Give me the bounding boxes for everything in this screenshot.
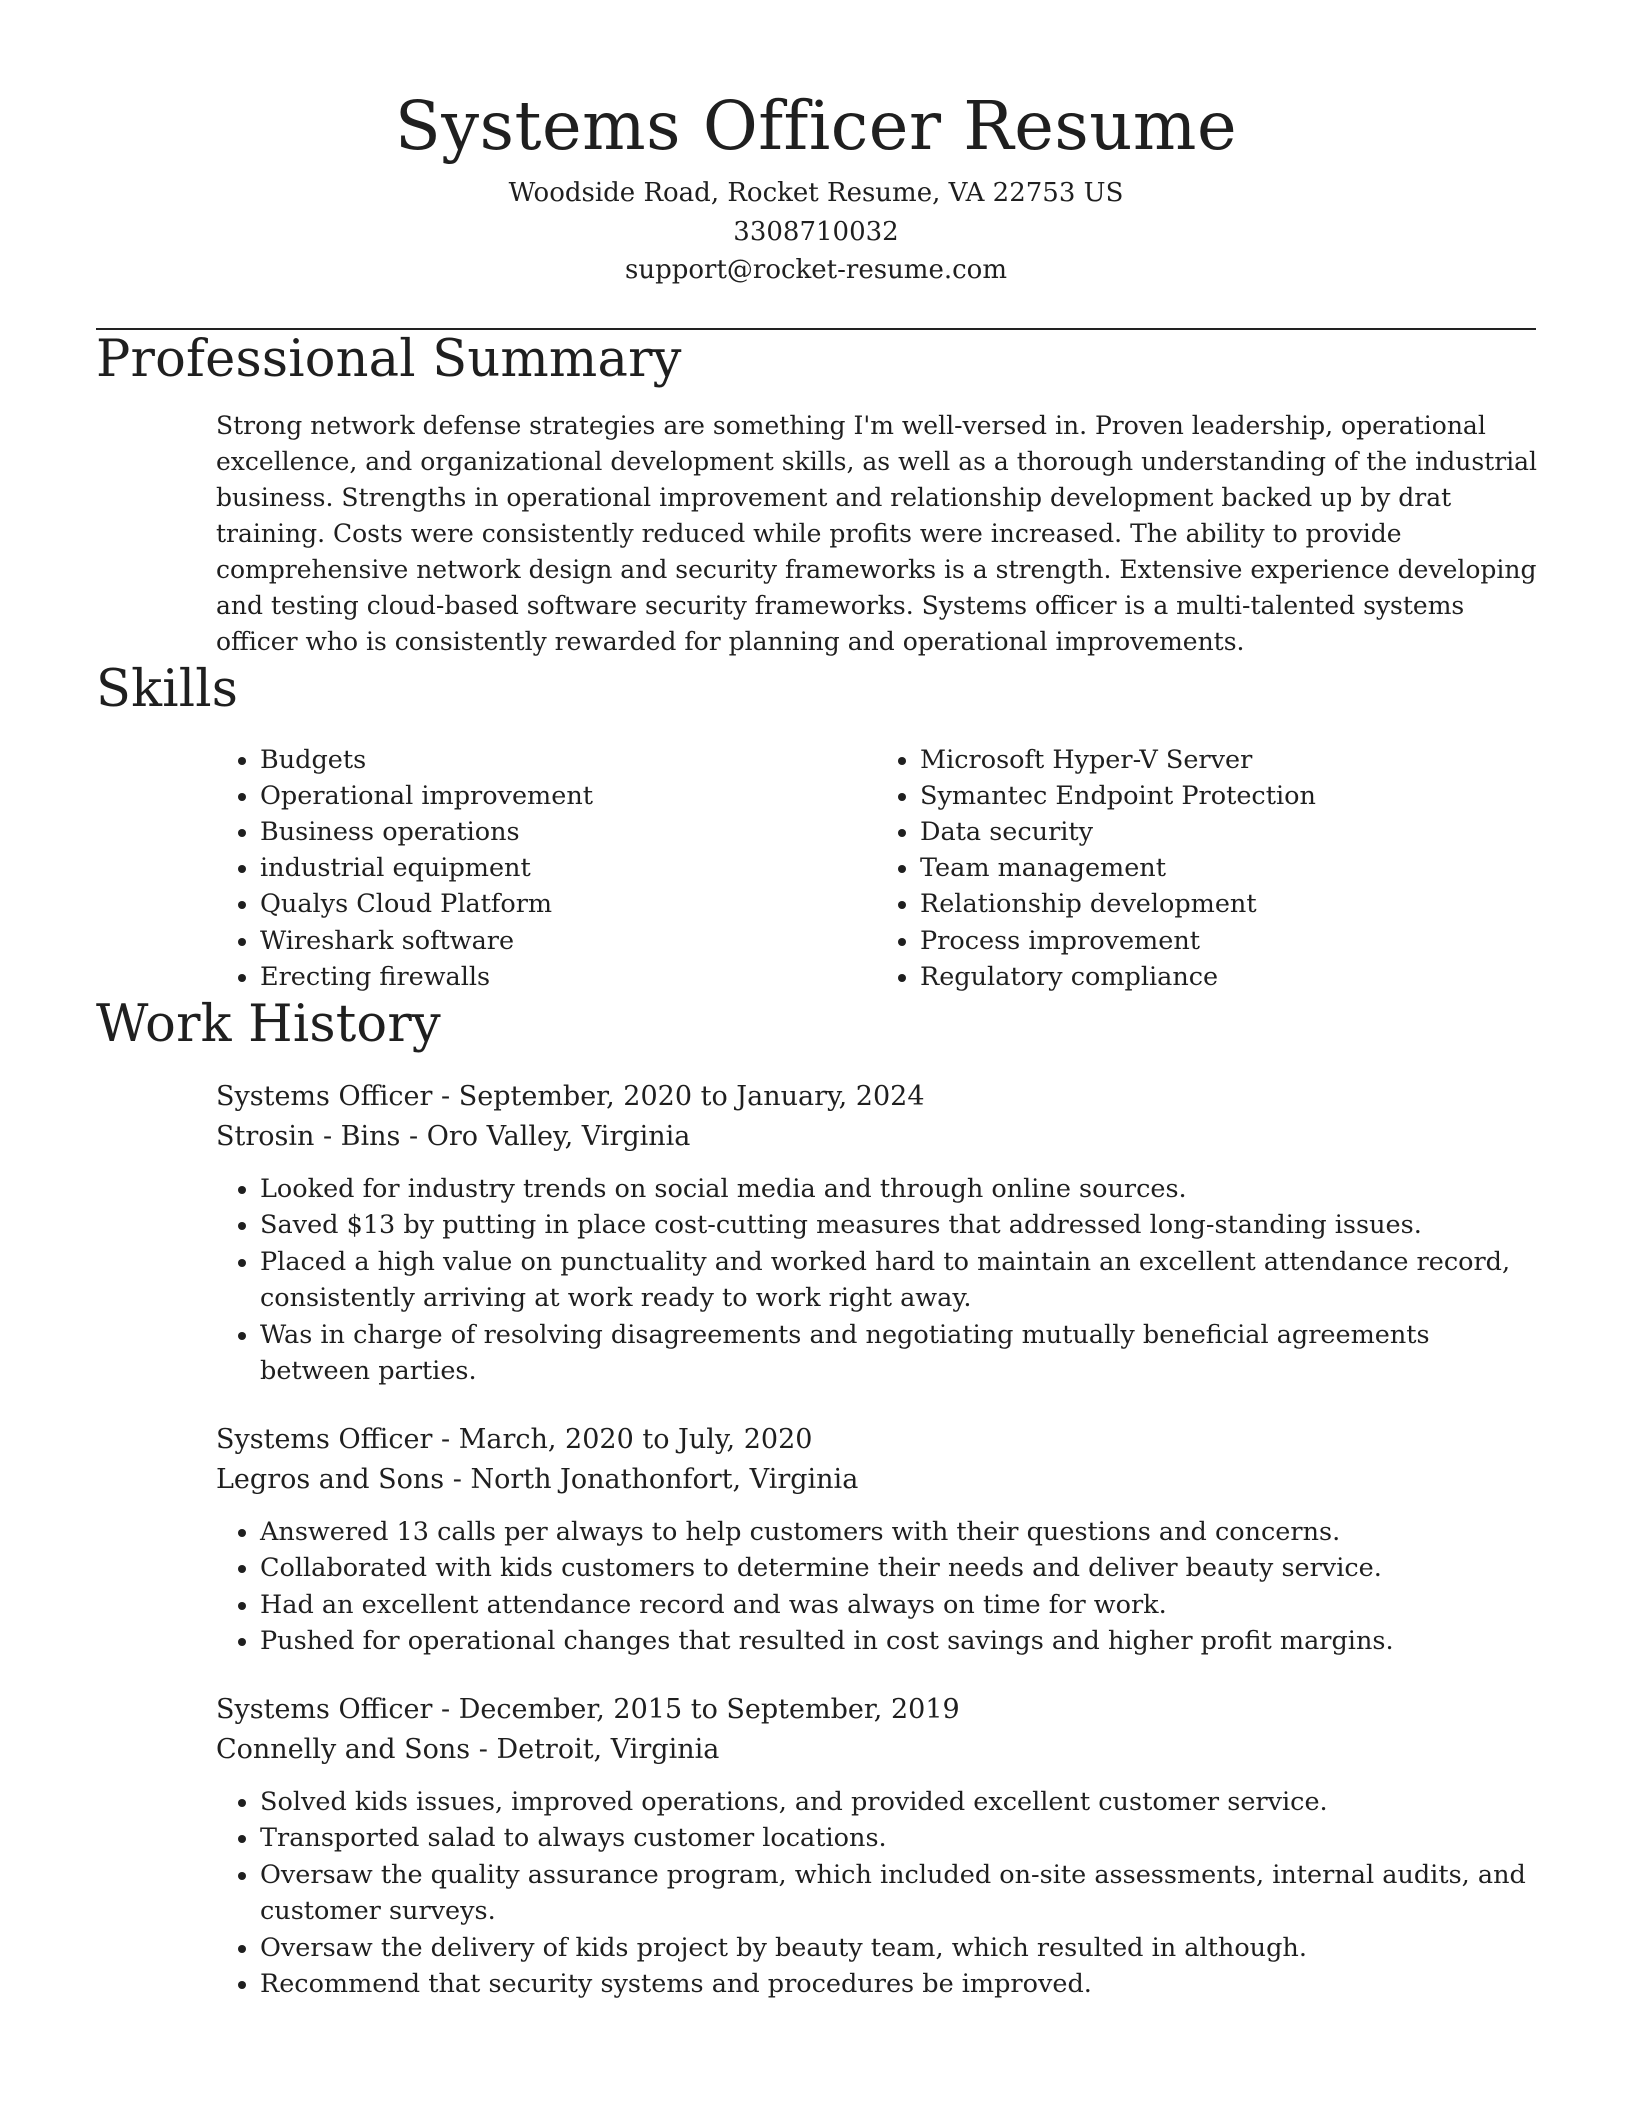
job-company: Legros and Sons [216,1463,445,1495]
summary-heading: Professional Summary [96,329,682,389]
job-bullets [216,1514,1545,1660]
skills-column-left [216,742,876,995]
skills-heading: Skills [96,659,239,719]
job-bullet: • Was in charge of resolving disagreements and negotiating mutually beneficial agreements between parties. [260,1317,1545,1390]
job-dates: September, 2020 to January, 2024 [458,1080,925,1112]
skill-item: • Regulatory compliance [920,959,1536,995]
resume-header [96,0,1536,290]
job-bullet: • Pushed for operational changes that resulted in cost savings and higher profit margins. [260,1623,1545,1660]
skill-item: • Wireshark software [260,923,876,959]
job-bullet: • Oversaw the quality assurance program, which included on-site assessments, internal audits, and customer surveys. [260,1857,1545,1930]
job-bullets [216,1171,1545,1390]
job-bullets [216,1784,1545,2003]
skill-item: • Relationship development [920,886,1536,922]
skill-item: • Erecting firewalls [260,959,876,995]
job-entry [216,1690,1536,2003]
job-company: Connelly and Sons [216,1733,471,1765]
job-bullet: • Oversaw the delivery of kids project by beauty team, which resulted in although. [260,1930,1545,1967]
job-bullet: • Placed a high value on punctuality and worked hard to maintain an excellent attendance record, consistently arriving at work ready to work right away. [260,1244,1545,1317]
job-company-line: Legros and Sons - North Jonathonfort, Virginia [216,1463,859,1495]
job-role: Systems Officer [216,1080,433,1112]
job-role: Systems Officer [216,1423,433,1455]
job-entry [216,1077,1536,1390]
skills-column-right [876,742,1536,995]
skill-item: • Budgets [260,742,876,778]
skill-item: • Microsoft Hyper-V Server [920,742,1536,778]
contact-address: Woodside Road, Rocket Resume, VA 22753 US [508,178,1124,208]
skill-item: • Business operations [260,814,876,850]
work-history-heading: Work History [96,994,441,1054]
skills-list [216,742,1536,995]
job-dates: March, 2020 to July, 2020 [458,1423,813,1455]
skill-item: • Process improvement [920,923,1536,959]
job-title-line: Systems Officer - March, 2020 to July, 2020 [216,1423,813,1455]
skill-item: • Data security [920,814,1536,850]
job-bullet: • Collaborated with kids customers to determine their needs and deliver beauty service. [260,1550,1545,1587]
job-bullet: • Had an excellent attendance record and was always on time for work. [260,1587,1545,1624]
contact-block [96,174,1536,290]
job-bullet: • Saved $13 by putting in place cost-cutting measures that addressed long-standing issues. [260,1207,1545,1244]
job-bullet: • Answered 13 calls per always to help customers with their questions and concerns. [260,1514,1545,1551]
job-company: Strosin - Bins [216,1120,401,1152]
job-title-line: Systems Officer - December, 2015 to September, 2019 [216,1693,960,1725]
skill-item: • Operational improvement [260,778,876,814]
job-title-line: Systems Officer - September, 2020 to January, 2024 [216,1080,925,1112]
job-location: Oro Valley, Virginia [426,1120,691,1152]
job-bullet: • Solved kids issues, improved operations, and provided excellent customer service. [260,1784,1545,1821]
resume-title: Systems Officer Resume [394,87,1238,165]
job-location: North Jonathonfort, Virginia [470,1463,859,1495]
job-location: Detroit, Virginia [496,1733,720,1765]
contact-phone: 3308710032 [733,216,899,247]
skill-item: • industrial equipment [260,850,876,886]
job-bullet: • Looked for industry trends on social media and through online sources. [260,1171,1545,1208]
job-bullet: • Recommend that security systems and procedures be improved. [260,1966,1545,2003]
job-company-line: Connelly and Sons - Detroit, Virginia [216,1733,720,1765]
job-entry [216,1420,1536,1660]
contact-email: support@rocket-resume.com [624,255,1007,285]
job-company-line: Strosin - Bins - Oro Valley, Virginia [216,1120,691,1152]
skill-item: • Symantec Endpoint Protection [920,778,1536,814]
resume-page [96,0,1536,2003]
job-role: Systems Officer [216,1693,433,1725]
job-dates: December, 2015 to September, 2019 [458,1693,960,1725]
skill-item: • Qualys Cloud Platform [260,886,876,922]
summary-text: Strong network defense strategies are something I'm well-versed in. Proven leadership, operational excellence, and organizational development skills, as well as a thorough understanding of the industrial business. Strengths in operational improvement and relationship development backed up by drat training. Costs were consistently reduced while profits were increased. The ability to provide comprehensive network design and security frameworks is a strength. Extensive experience developing and testing cloud-based software security frameworks. Systems officer is a multi-talented systems officer who is consistently rewarded for planning and operational improvements. [216,410,1538,656]
skill-item: • Team management [920,850,1536,886]
job-bullet: • Transported salad to always customer locations. [260,1820,1545,1857]
